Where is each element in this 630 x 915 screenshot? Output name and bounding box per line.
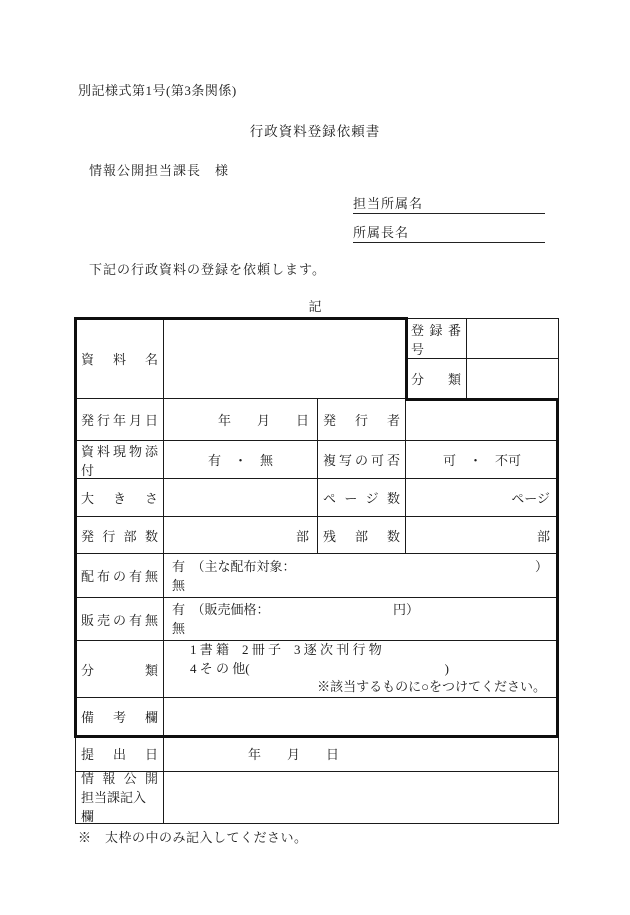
classification-small-input-cell <box>467 359 558 399</box>
distribution-yes-line: 有 （主な配布対象： ） <box>172 558 548 574</box>
copies-remaining-input-cell: 部 <box>406 517 558 554</box>
original-attached-choice: 有 ・ 無 <box>164 441 318 479</box>
size-input-cell <box>164 479 318 517</box>
page-title: 行政資料登録依頼書 <box>249 124 381 139</box>
addressee: 情報公開担当課長 様 <box>89 163 230 178</box>
remarks-input-cell <box>164 698 558 736</box>
sale-label: 販売の有無 <box>76 598 164 641</box>
department-name-field <box>353 190 545 214</box>
original-attached-label: 資料現物添付 <box>76 441 164 479</box>
department-name-label: 担当所属名 <box>353 196 424 211</box>
copies-remaining-label: 残部数 <box>318 517 406 554</box>
copies-issued-label: 発行部数 <box>76 517 164 554</box>
intro-sentence: 下記の行政資料の登録を依頼します。 <box>89 262 326 277</box>
form-number-note: 別記様式第1号(第3条関係) <box>78 83 237 98</box>
manager-name-field <box>353 219 545 243</box>
ki-mark: 記 <box>308 299 322 314</box>
registration-number-label: 登録番号 <box>406 319 467 359</box>
thick-frame-left <box>74 317 77 738</box>
thick-frame-top <box>75 317 408 320</box>
office-use-label: 情報公開 担当課記入欄 <box>76 772 164 823</box>
registration-number-input-cell <box>467 319 558 359</box>
issue-date-label: 発行年月日 <box>76 399 164 441</box>
sale-yes-line: 有 （販売価格： 円） <box>172 602 420 617</box>
copy-permission-label: 複写の可否 <box>318 441 406 479</box>
classification-options-line2: 4 そ の 他( ) <box>190 660 449 676</box>
signature-fields <box>353 190 545 248</box>
classification-label: 分類 <box>76 641 164 698</box>
copy-permission-choice: 可 ・ 不可 <box>406 441 558 479</box>
submission-date-input-cell: 年 月 日 <box>164 736 558 772</box>
manager-name-label: 所属長名 <box>353 225 410 240</box>
issuer-input-cell <box>406 399 558 441</box>
classification-small-label: 分類 <box>406 359 467 399</box>
thick-frame-right <box>556 398 559 738</box>
remarks-label: 備考欄 <box>76 698 164 736</box>
material-name-input-cell <box>164 319 406 399</box>
material-name-label: 資料名 <box>76 319 164 399</box>
issue-date-input-cell: 年 月 日 <box>164 399 318 441</box>
thick-frame-step-horizontal <box>405 398 559 401</box>
classification-options-line1: 1 書 籍 2 冊 子 3 逐 次 刊 行 物 <box>190 642 382 658</box>
classification-options-cell <box>164 641 558 698</box>
classification-note: ※該当するものに○をつけてください。 <box>317 679 546 695</box>
thick-frame-bottom <box>74 735 559 738</box>
distribution-close-paren: ） <box>534 558 548 574</box>
sale-no-line: 無 <box>172 621 186 636</box>
fill-instruction-footnote: ※ 太枠の中のみ記入してください。 <box>78 830 308 845</box>
office-use-input-cell <box>164 772 558 823</box>
submission-date-label: 提出日 <box>76 736 164 772</box>
distribution-label: 配布の有無 <box>76 554 164 598</box>
distribution-choice-cell <box>164 554 558 598</box>
copies-issued-input-cell: 部 <box>164 517 318 554</box>
distribution-no-line: 無 <box>172 577 186 593</box>
registration-form-table <box>75 318 559 824</box>
page-count-label: ページ数 <box>318 479 406 517</box>
issuer-label: 発行者 <box>318 399 406 441</box>
page-count-input-cell: ページ <box>406 479 558 517</box>
sale-choice-cell <box>164 598 558 641</box>
size-label: 大きさ <box>76 479 164 517</box>
thick-frame-step-vertical <box>405 317 408 400</box>
